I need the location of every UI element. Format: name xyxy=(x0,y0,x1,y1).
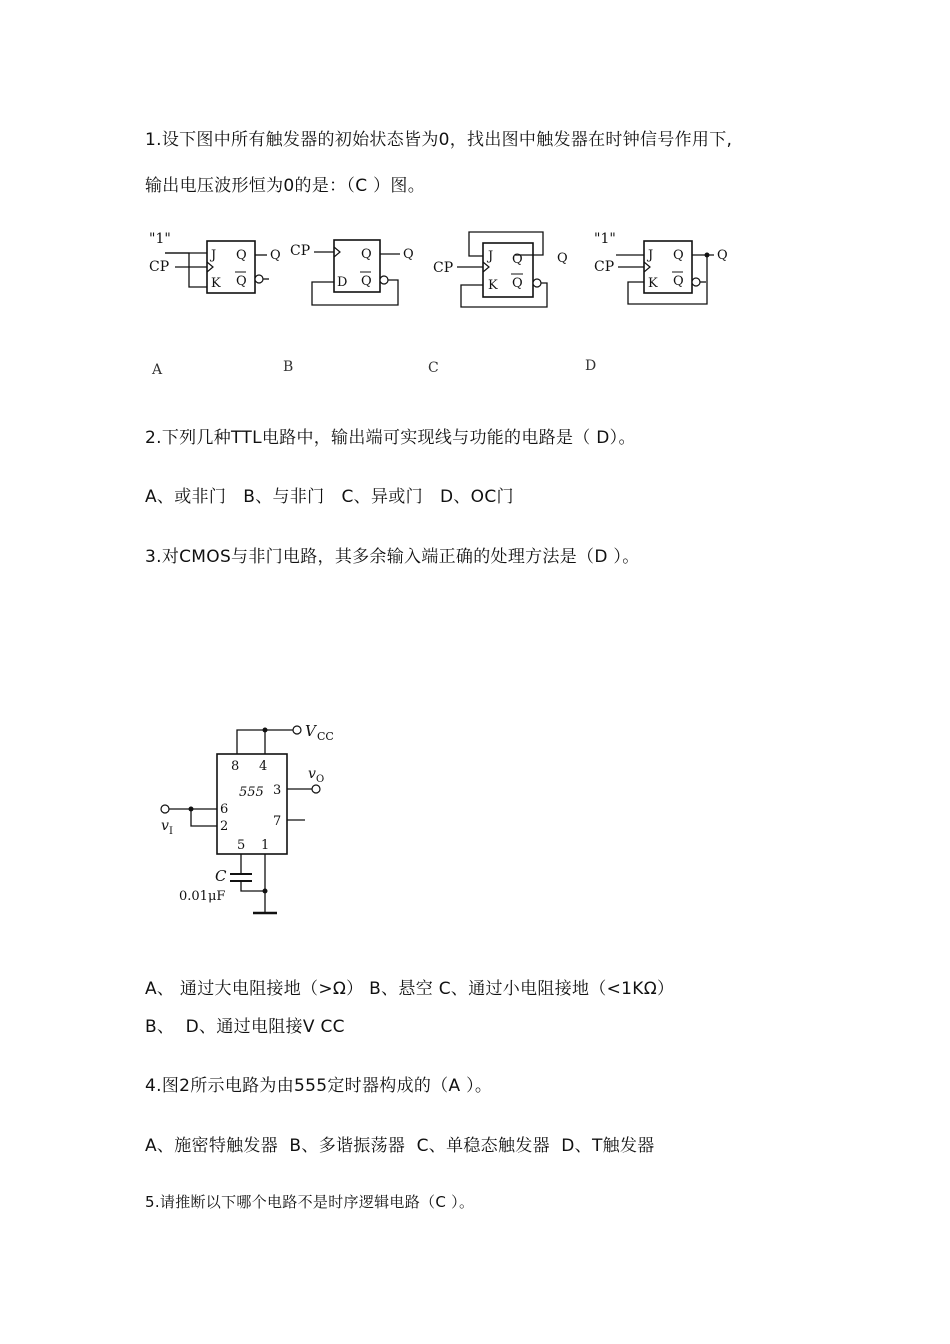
fig-c-k: K xyxy=(488,278,498,293)
vcc-subscript: CC xyxy=(317,730,334,743)
pin-5: 5 xyxy=(237,838,246,853)
vi-subscript: I xyxy=(169,826,173,837)
fig-b-clock-label: CP xyxy=(290,243,311,259)
pin-7: 7 xyxy=(273,814,282,829)
fig-c-qbar: Q xyxy=(512,276,523,291)
fig-c-j: J xyxy=(488,249,494,264)
fig-d-clock-label: CP xyxy=(594,259,615,275)
pin-4: 4 xyxy=(259,759,268,774)
q1-line1: 1.设下图中所有触发器的初始状态皆为0，找出图中触发器在时钟信号作用下, xyxy=(145,130,733,150)
vo-label: v xyxy=(308,766,316,782)
fig-b-d: D xyxy=(337,275,348,290)
cap-value: 0.01μF xyxy=(179,889,226,904)
fig-a-out: Q xyxy=(270,248,281,263)
pin-2: 2 xyxy=(220,819,229,834)
fig-d-caption: D xyxy=(585,358,597,374)
pin-3: 3 xyxy=(273,783,282,798)
fig-b-q: Q xyxy=(361,247,372,262)
vi-label: v xyxy=(161,818,169,834)
q4-options: A、施密特触发器 B、多谐振荡器 C、单稳态触发器 D、T触发器 xyxy=(145,1136,655,1156)
chip-label: 555 xyxy=(239,785,264,800)
q4-question: 4.图2所示电路为由555定时器构成的（A ）。 xyxy=(145,1076,493,1096)
pin-6: 6 xyxy=(220,802,229,817)
fig-b-qbar: Q xyxy=(361,274,372,289)
q3-options-line2: B、 D、通过电阻接V CC xyxy=(145,1017,345,1037)
vcc-label: V xyxy=(305,722,316,740)
fig-c-caption: C xyxy=(428,360,439,376)
fig-b-caption: B xyxy=(283,359,294,375)
vo-subscript: O xyxy=(316,774,325,785)
cap-label: C xyxy=(215,867,227,885)
fig-a-j: J xyxy=(211,248,217,263)
q1-line2: 输出电压波形恒为0的是：（C ）图。 xyxy=(145,176,425,196)
fig-d-q: Q xyxy=(673,248,684,263)
timer-555-circuit xyxy=(155,718,355,923)
q3-options-line1: A、 通过大电阻接地（>Ω） B、悬空 C、通过小电阻接地（<1KΩ） xyxy=(145,979,675,999)
q3-question: 3.对CMOS与非门电路，其多余输入端正确的处理方法是（D ）。 xyxy=(145,547,640,567)
fig-d-qbar: Q xyxy=(673,274,684,289)
q2-options: A、或非门 B、与非门 C、异或门 D、OC门 xyxy=(145,487,514,507)
flipflop-figure-a xyxy=(145,225,285,310)
fig-c-clock-label: CP xyxy=(433,260,454,276)
fig-a-caption: A xyxy=(152,362,163,378)
fig-a-k: K xyxy=(211,276,221,291)
pin-8: 8 xyxy=(231,759,240,774)
fig-d-k: K xyxy=(648,276,658,291)
fig-c-q: Q xyxy=(512,252,523,267)
fig-d-out: Q xyxy=(717,248,728,263)
flipflop-figure-b xyxy=(290,225,425,310)
pin-1: 1 xyxy=(261,838,270,853)
q2-question: 2.下列几种TTL电路中，输出端可实现线与功能的电路是（ D）。 xyxy=(145,428,636,448)
fig-a-q: Q xyxy=(236,248,247,263)
q5-question: 5.请推断以下哪个电路不是时序逻辑电路（C ）。 xyxy=(145,1193,475,1211)
fig-d-j: J xyxy=(648,248,654,263)
fig-d-input-label: "1" xyxy=(594,231,616,247)
flipflop-figure-c xyxy=(433,225,578,315)
fig-b-out: Q xyxy=(403,247,414,262)
fig-a-clock-label: CP xyxy=(149,259,170,275)
fig-c-out: Q xyxy=(557,251,568,266)
flipflop-figure-d xyxy=(590,225,735,310)
fig-a-input-label: "1" xyxy=(149,231,171,247)
fig-a-qbar: Q xyxy=(236,274,247,289)
